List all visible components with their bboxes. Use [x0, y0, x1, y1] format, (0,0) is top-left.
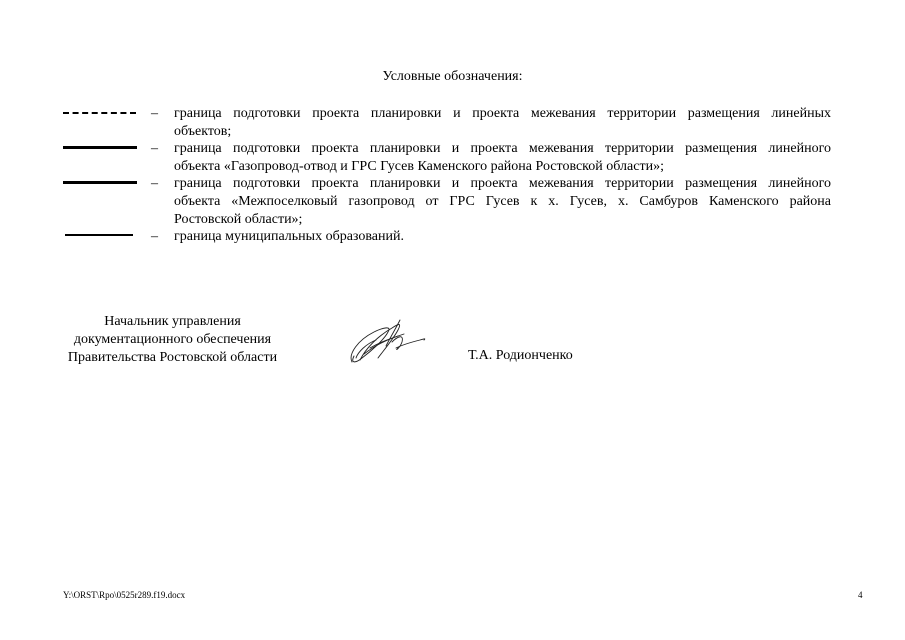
position-line: Начальник управления — [104, 314, 241, 329]
legend-text — [174, 105, 831, 141]
file-path: Y:\ORST\Rpo\0525r289.f19.docx — [63, 590, 186, 600]
signatory-position — [55, 313, 290, 367]
legend-text-line: граница муниципальных образований. — [174, 229, 404, 244]
legend-text-line: объектов; — [174, 124, 232, 139]
solid-line-symbol — [63, 181, 137, 184]
legend-text-line: граница подготовки проекта планировки и проекта межевания территории размещения линейного — [174, 141, 831, 156]
solid-line-symbol — [63, 146, 137, 149]
legend-text-line: объекта «Газопровод-отвод и ГРС Гусев Каменского района Ростовской области»; — [174, 159, 664, 174]
legend-text-line: граница подготовки проекта планировки и проекта межевания территории размещения линейных — [174, 106, 831, 121]
legend-text — [174, 140, 831, 176]
legend-title: Условные обозначения: — [382, 69, 523, 84]
dashed-line-symbol — [63, 112, 136, 114]
legend-dash: – — [151, 229, 158, 244]
position-line: Правительства Ростовской области — [67, 350, 278, 365]
page-number: 4 — [858, 590, 863, 600]
legend-text — [174, 175, 831, 229]
handwritten-signature — [340, 318, 430, 368]
legend-text-line: граница подготовки проекта планировки и проекта межевания территории размещения линейного — [174, 176, 831, 191]
legend-text — [174, 228, 831, 246]
legend-text-line: объекта «Межпоселковый газопровод от ГРС Гусев к х. Гусев, х. Самбуров Каменского района — [174, 194, 831, 209]
legend-dash: – — [151, 176, 158, 191]
legend-text-line: Ростовской области»; — [174, 212, 303, 227]
position-line: документационного обеспечения — [73, 332, 272, 347]
legend-dash: – — [151, 106, 158, 121]
legend-dash: – — [151, 141, 158, 156]
thin-line-symbol — [65, 234, 133, 236]
signatory-name: Т.А. Родионченко — [468, 348, 573, 363]
